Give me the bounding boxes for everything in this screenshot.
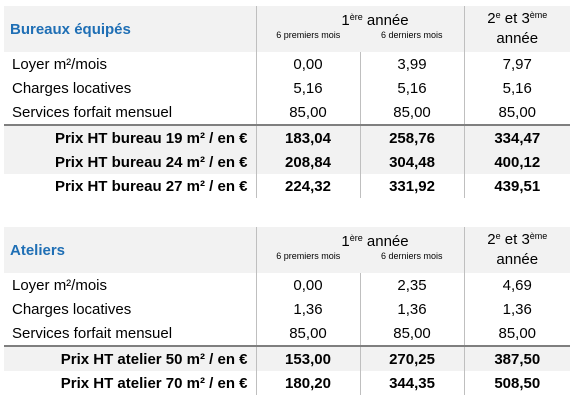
bureaux-title-cell	[4, 6, 256, 52]
row-value: 85,00	[256, 100, 360, 125]
row-label: Services forfait mensuel	[4, 321, 256, 346]
year1-header	[256, 227, 464, 273]
total-value: 270,25	[360, 346, 464, 371]
year1-number: 1	[341, 12, 350, 29]
year2-sup1: e	[495, 10, 501, 20]
total-value: 224,32	[256, 174, 360, 198]
year2-number: 2	[487, 231, 496, 248]
row-value: 1,36	[360, 297, 464, 321]
total-label: Prix HT atelier 50 m² / en €	[4, 346, 256, 371]
table-row	[4, 321, 570, 346]
year1-sup: ère	[349, 233, 363, 243]
total-value: 153,00	[256, 346, 360, 371]
year2-sup2: ème	[529, 10, 548, 20]
year2-number: 2	[487, 10, 496, 27]
row-value: 85,00	[360, 100, 464, 125]
year2-label	[465, 6, 571, 48]
total-value: 344,35	[360, 371, 464, 395]
year2-header	[464, 6, 570, 52]
table-row	[4, 76, 570, 100]
row-label: Charges locatives	[4, 76, 256, 100]
total-value: 508,50	[464, 371, 570, 395]
row-label: Charges locatives	[4, 297, 256, 321]
row-value: 4,69	[502, 276, 532, 294]
row-value: 5,16	[502, 79, 532, 97]
year1-sup: ère	[349, 12, 363, 22]
year1-label	[257, 227, 464, 249]
ateliers-title-cell	[4, 227, 256, 273]
row-value: 3,99	[360, 52, 464, 76]
year1-subheaders	[257, 31, 464, 40]
year2-word: année	[496, 250, 539, 268]
total-label: Prix HT atelier 70 m² / en €	[4, 371, 256, 395]
table-row	[4, 52, 570, 76]
total-value: 334,47	[464, 125, 570, 150]
year1-number: 1	[341, 233, 350, 250]
row-value: 85,00	[498, 324, 537, 342]
total-label: Prix HT bureau 24 m² / en €	[4, 150, 256, 174]
total-value: 331,92	[360, 174, 464, 198]
ateliers-table	[4, 227, 570, 395]
year1-word: année	[366, 12, 409, 29]
year1-subheaders	[257, 252, 464, 261]
total-value: 258,76	[360, 125, 464, 150]
row-value: 7,97	[502, 55, 532, 73]
row-value: 2,35	[360, 273, 464, 297]
bureaux-table	[4, 6, 570, 198]
year2-label	[465, 227, 571, 269]
year2-word: année	[496, 29, 539, 47]
section-title-bureaux: Bureaux équipés	[10, 20, 131, 38]
year1-header	[256, 6, 464, 52]
total-value: 180,20	[256, 371, 360, 395]
total-label: Prix HT bureau 19 m² / en €	[4, 125, 256, 150]
row-value: 5,16	[256, 76, 360, 100]
total-value: 304,48	[360, 150, 464, 174]
row-label: Loyer m²/mois	[4, 52, 256, 76]
table-row	[4, 273, 570, 297]
year1-label	[257, 6, 464, 28]
total-row	[4, 125, 570, 150]
table-row	[4, 297, 570, 321]
row-value: 85,00	[498, 103, 537, 121]
section-title-ateliers: Ateliers	[10, 241, 66, 259]
total-value: 439,51	[464, 174, 570, 198]
total-value: 387,50	[464, 346, 570, 371]
table-row	[4, 100, 570, 125]
year2-mid: et 3	[500, 10, 530, 27]
year2-sup1: e	[495, 231, 501, 241]
total-row	[4, 150, 570, 174]
sub-first-six-months: 6 premiers mois	[276, 30, 341, 40]
total-row	[4, 174, 570, 198]
year2-mid: et 3	[500, 231, 530, 248]
row-label: Loyer m²/mois	[4, 273, 256, 297]
year1-word: année	[366, 233, 409, 250]
row-value: 1,36	[502, 300, 532, 318]
sub-last-six-months: 6 derniers mois	[381, 251, 443, 261]
total-value: 183,04	[256, 125, 360, 150]
row-value: 0,00	[256, 52, 360, 76]
sub-last-six-months: 6 derniers mois	[381, 30, 443, 40]
year2-header	[464, 227, 570, 273]
row-value: 85,00	[360, 321, 464, 346]
row-value: 5,16	[360, 76, 464, 100]
bureaux-header-row	[4, 6, 570, 52]
row-value: 0,00	[256, 273, 360, 297]
sub-first-six-months: 6 premiers mois	[276, 251, 341, 261]
row-label: Services forfait mensuel	[4, 100, 256, 125]
total-value: 400,12	[464, 150, 570, 174]
row-value: 1,36	[256, 297, 360, 321]
year2-sup2: ème	[529, 231, 548, 241]
row-value: 85,00	[256, 321, 360, 346]
total-row	[4, 371, 570, 395]
total-row	[4, 346, 570, 371]
total-value: 208,84	[256, 150, 360, 174]
ateliers-header-row	[4, 227, 570, 273]
total-label: Prix HT bureau 27 m² / en €	[4, 174, 256, 198]
